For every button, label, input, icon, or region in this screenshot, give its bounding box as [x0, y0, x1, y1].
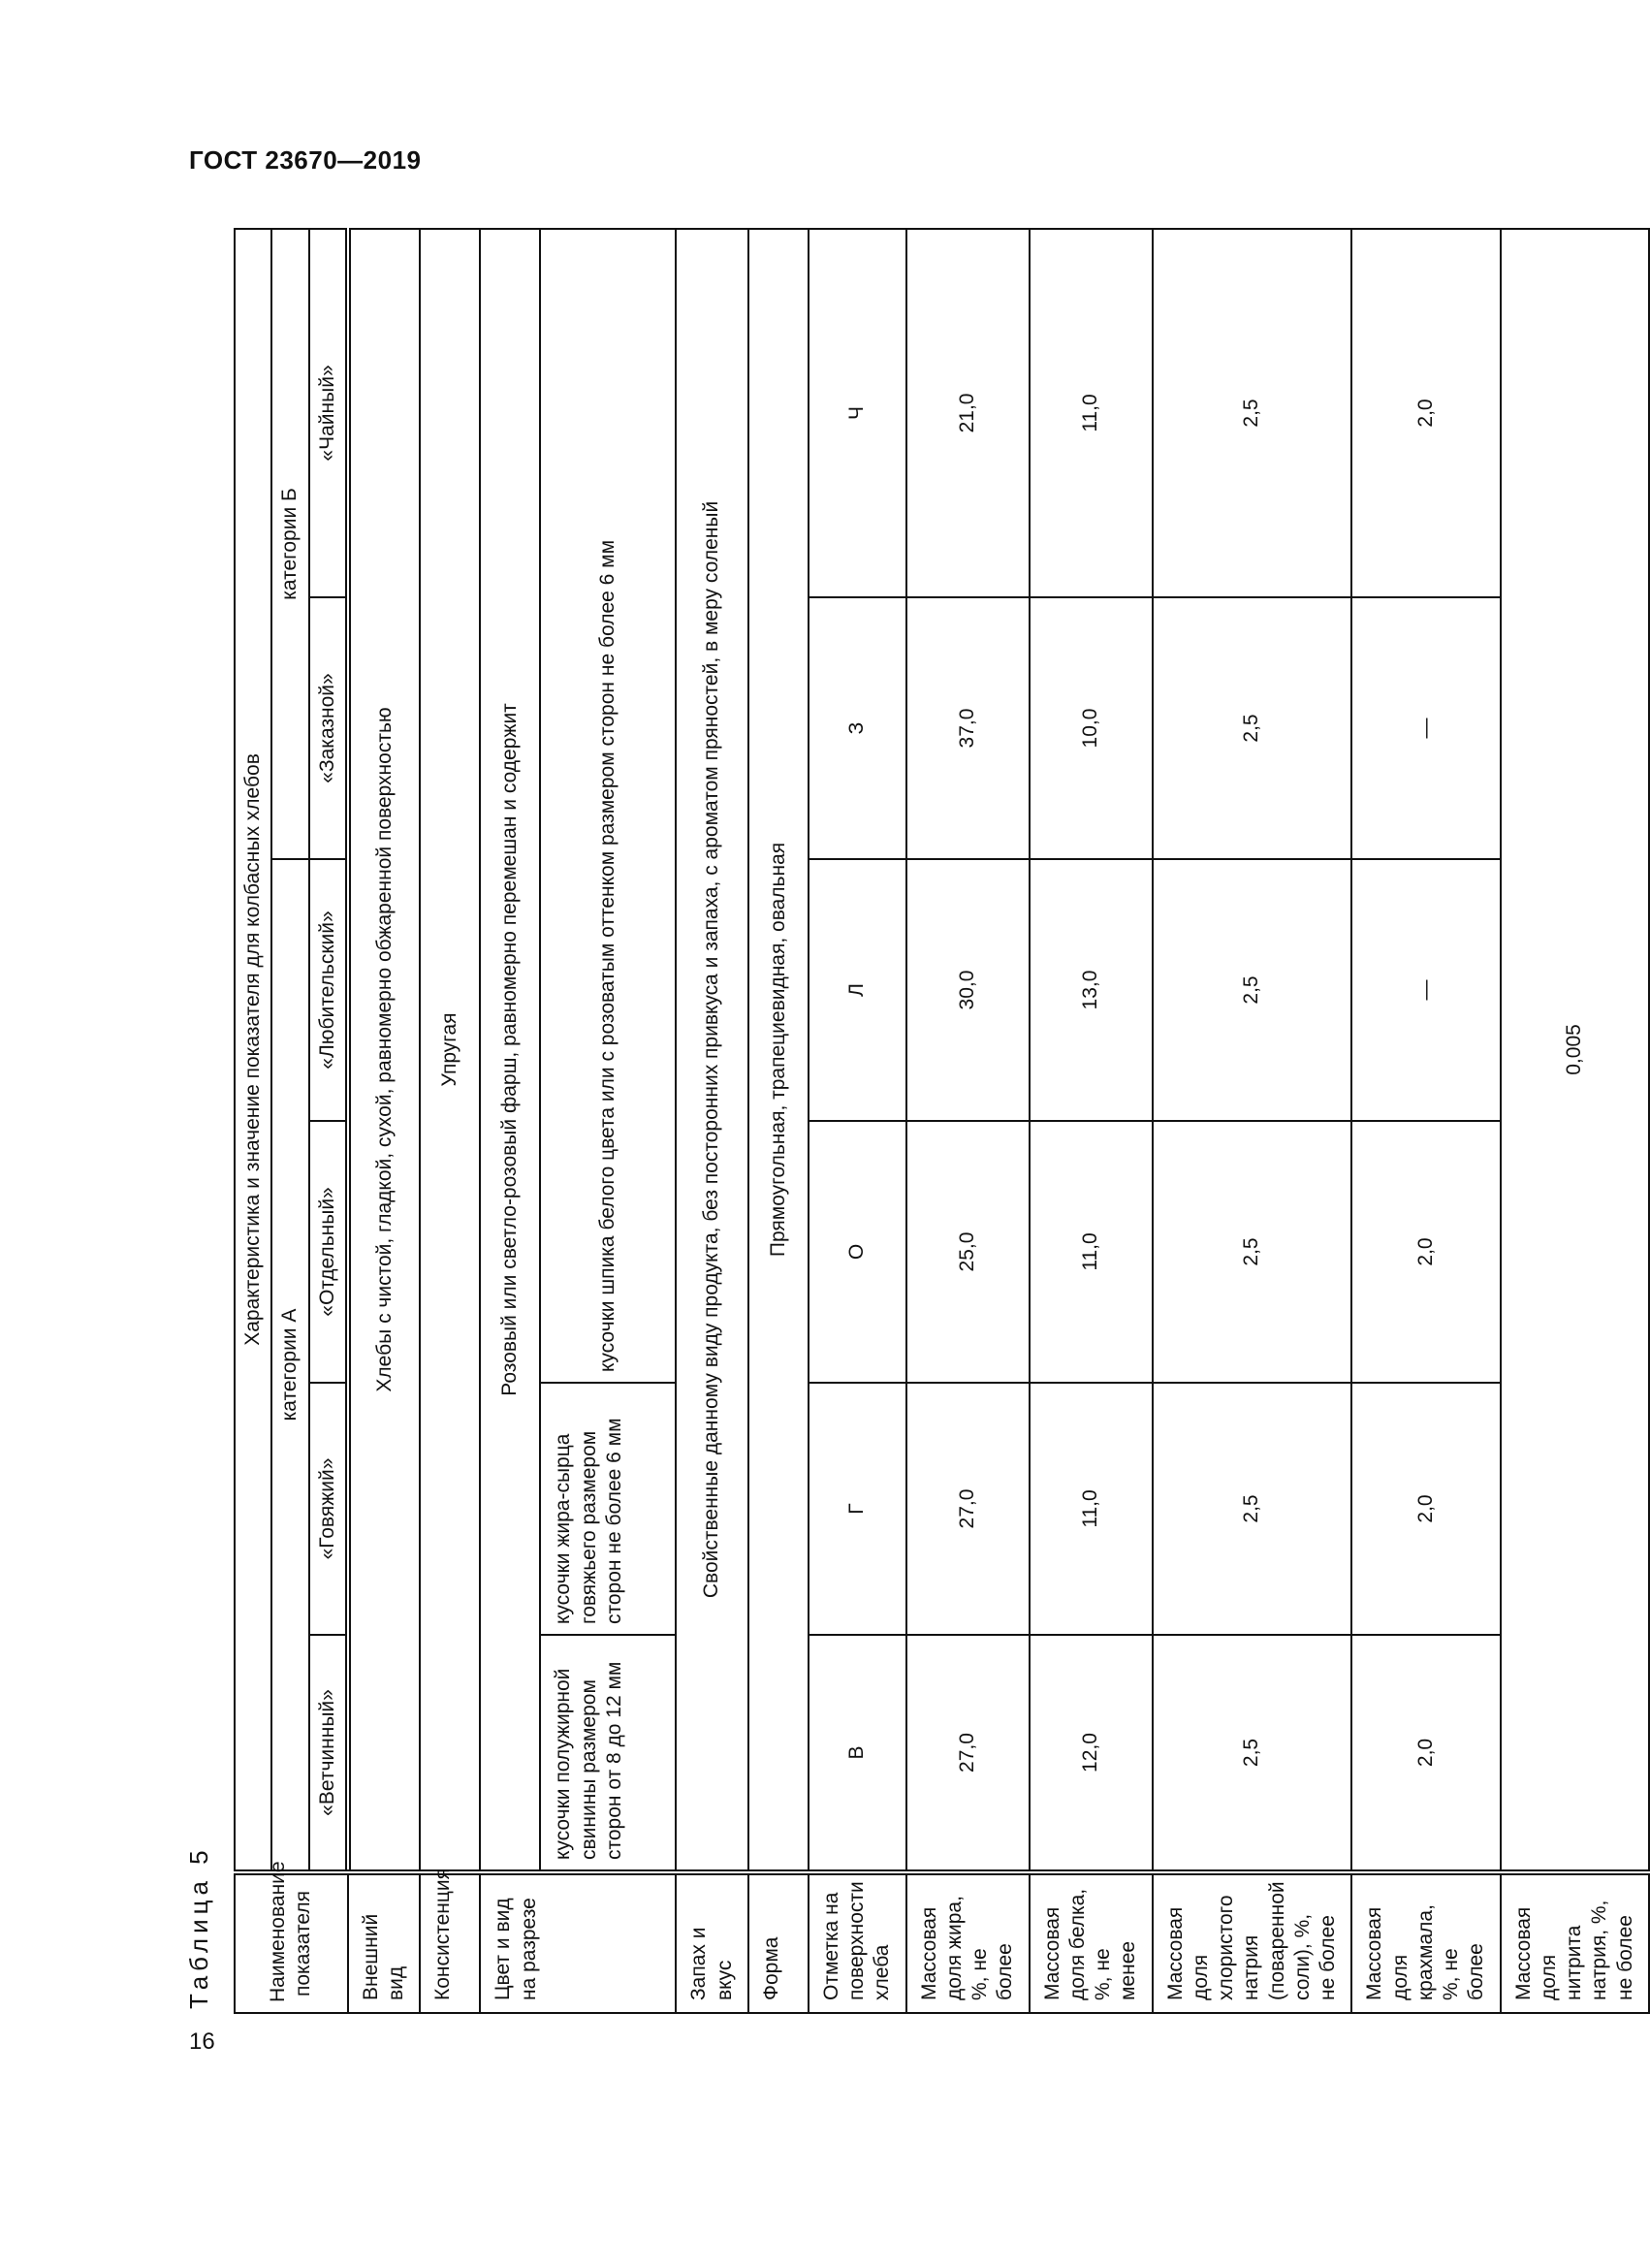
cell-value: 27,0: [906, 1635, 1030, 1872]
category-b-header: категории Б: [271, 229, 308, 859]
row-label: Массовая доля нитрита натрия, %, не более: [1501, 1872, 1649, 2013]
color-govyazhiy: кусочки жира-сырца говяжьего размером сторон не более 6 мм: [540, 1383, 676, 1635]
page-number: 16: [189, 2028, 215, 2055]
indicator-header: Наименование показателя: [235, 1872, 348, 2013]
row-nitrite: [1501, 229, 1649, 2013]
cell-value: 10,0: [1030, 597, 1153, 859]
product-header: «Ветчинный»: [309, 1635, 348, 1872]
row-label: Консистенция: [420, 1872, 480, 2013]
cell-value: 12,0: [1030, 1635, 1153, 1872]
color-vetchinny: кусочки полужирной свинины размером сторон от 8 до 12 мм: [540, 1635, 676, 1872]
row-shape: [748, 229, 809, 2013]
cell-value: —: [1351, 859, 1500, 1121]
row-label: Цвет и вид на разрезе: [480, 1872, 676, 2013]
row-label: Массовая доля крахмала, %, не более: [1351, 1872, 1500, 2013]
cell-value: 2,0: [1351, 1121, 1500, 1383]
cell-value: 27,0: [906, 1383, 1030, 1635]
product-header: «Заказной»: [309, 597, 348, 859]
cell-value: 2,5: [1153, 1121, 1352, 1383]
product-header: «Чайный»: [309, 229, 348, 597]
table-caption: Таблица 5: [184, 1845, 213, 2009]
row-label: Массовая доля хлористого натрия (поваренной соли), %, не более: [1153, 1872, 1352, 2013]
table-container: [234, 230, 1636, 2014]
row-label: Массовая доля белка, %, не менее: [1030, 1872, 1153, 2013]
cell-value: Ч: [809, 229, 906, 597]
cell-value: 11,0: [1030, 1121, 1153, 1383]
cell-value: В: [809, 1635, 906, 1872]
cell-value: —: [1351, 597, 1500, 859]
cell-value: 11,0: [1030, 229, 1153, 597]
row-color-common: [480, 229, 540, 2013]
row-label: Массовая доля жира, %, не более: [906, 1872, 1030, 2013]
cell-value: 2,5: [1153, 859, 1352, 1121]
cell-value: 2,5: [1153, 1635, 1352, 1872]
cell-value: Г: [809, 1383, 906, 1635]
cell-value: О: [809, 1121, 906, 1383]
row-value: Прямоугольная, трапециевидная, овальная: [748, 229, 809, 1872]
product-header: «Отдельный»: [309, 1121, 348, 1383]
cell-value: З: [809, 597, 906, 859]
cell-value: 2,0: [1351, 1635, 1500, 1872]
row-salt: [1153, 229, 1352, 2013]
row-mark: [809, 229, 906, 2013]
row-smell: [676, 229, 748, 2013]
cell-value: 2,5: [1153, 229, 1352, 597]
cell-value: 2,5: [1153, 1383, 1352, 1635]
row-fat: [906, 229, 1030, 2013]
row-appearance: [348, 229, 421, 2013]
header-row-2: [271, 229, 308, 2013]
product-header: «Любительский»: [309, 859, 348, 1121]
row-label: Внешний вид: [348, 1872, 421, 2013]
cell-value: 21,0: [906, 229, 1030, 597]
cell-value: 30,0: [906, 859, 1030, 1121]
cell-value: 2,0: [1351, 229, 1500, 597]
product-header: «Говяжий»: [309, 1383, 348, 1635]
row-label: Форма: [748, 1872, 809, 2013]
row-color-detail: [540, 229, 676, 2013]
color-others: кусочки шпика белого цвета или с розоватым оттенком размером сторон не более 6 мм: [540, 229, 676, 1383]
cell-value: 25,0: [906, 1121, 1030, 1383]
cell-value: 13,0: [1030, 859, 1153, 1121]
cell-value: Л: [809, 859, 906, 1121]
row-value: Хлебы с чистой, гладкой, сухой, равномерно обжаренной поверхностью: [348, 229, 421, 1872]
row-value: Упругая: [420, 229, 480, 1872]
indicators-table: [234, 228, 1650, 2014]
row-consistency: [420, 229, 480, 2013]
header-row-3: [309, 229, 348, 2013]
cell-value: 11,0: [1030, 1383, 1153, 1635]
row-label: Отметка на поверхности хлеба: [809, 1872, 906, 2013]
main-header: Характеристика и значение показателя для колбасных хлебов: [235, 229, 271, 1872]
header-row-1: [235, 229, 271, 2013]
row-value: Свойственные данному виду продукта, без посторонних привкуса и запаха, с ароматом пряностей, в меру соленый: [676, 229, 748, 1872]
row-value: 0,005: [1501, 229, 1649, 1872]
document-title: ГОСТ 23670—2019: [189, 145, 422, 175]
row-value: Розовый или светло-розовый фарш, равномерно перемешан и содержит: [480, 229, 540, 1872]
category-a-header: категории А: [271, 859, 308, 1872]
row-starch: [1351, 229, 1500, 2013]
cell-value: 2,5: [1153, 597, 1352, 859]
row-protein: [1030, 229, 1153, 2013]
cell-value: 2,0: [1351, 1383, 1500, 1635]
row-label: Запах и вкус: [676, 1872, 748, 2013]
cell-value: 37,0: [906, 597, 1030, 859]
